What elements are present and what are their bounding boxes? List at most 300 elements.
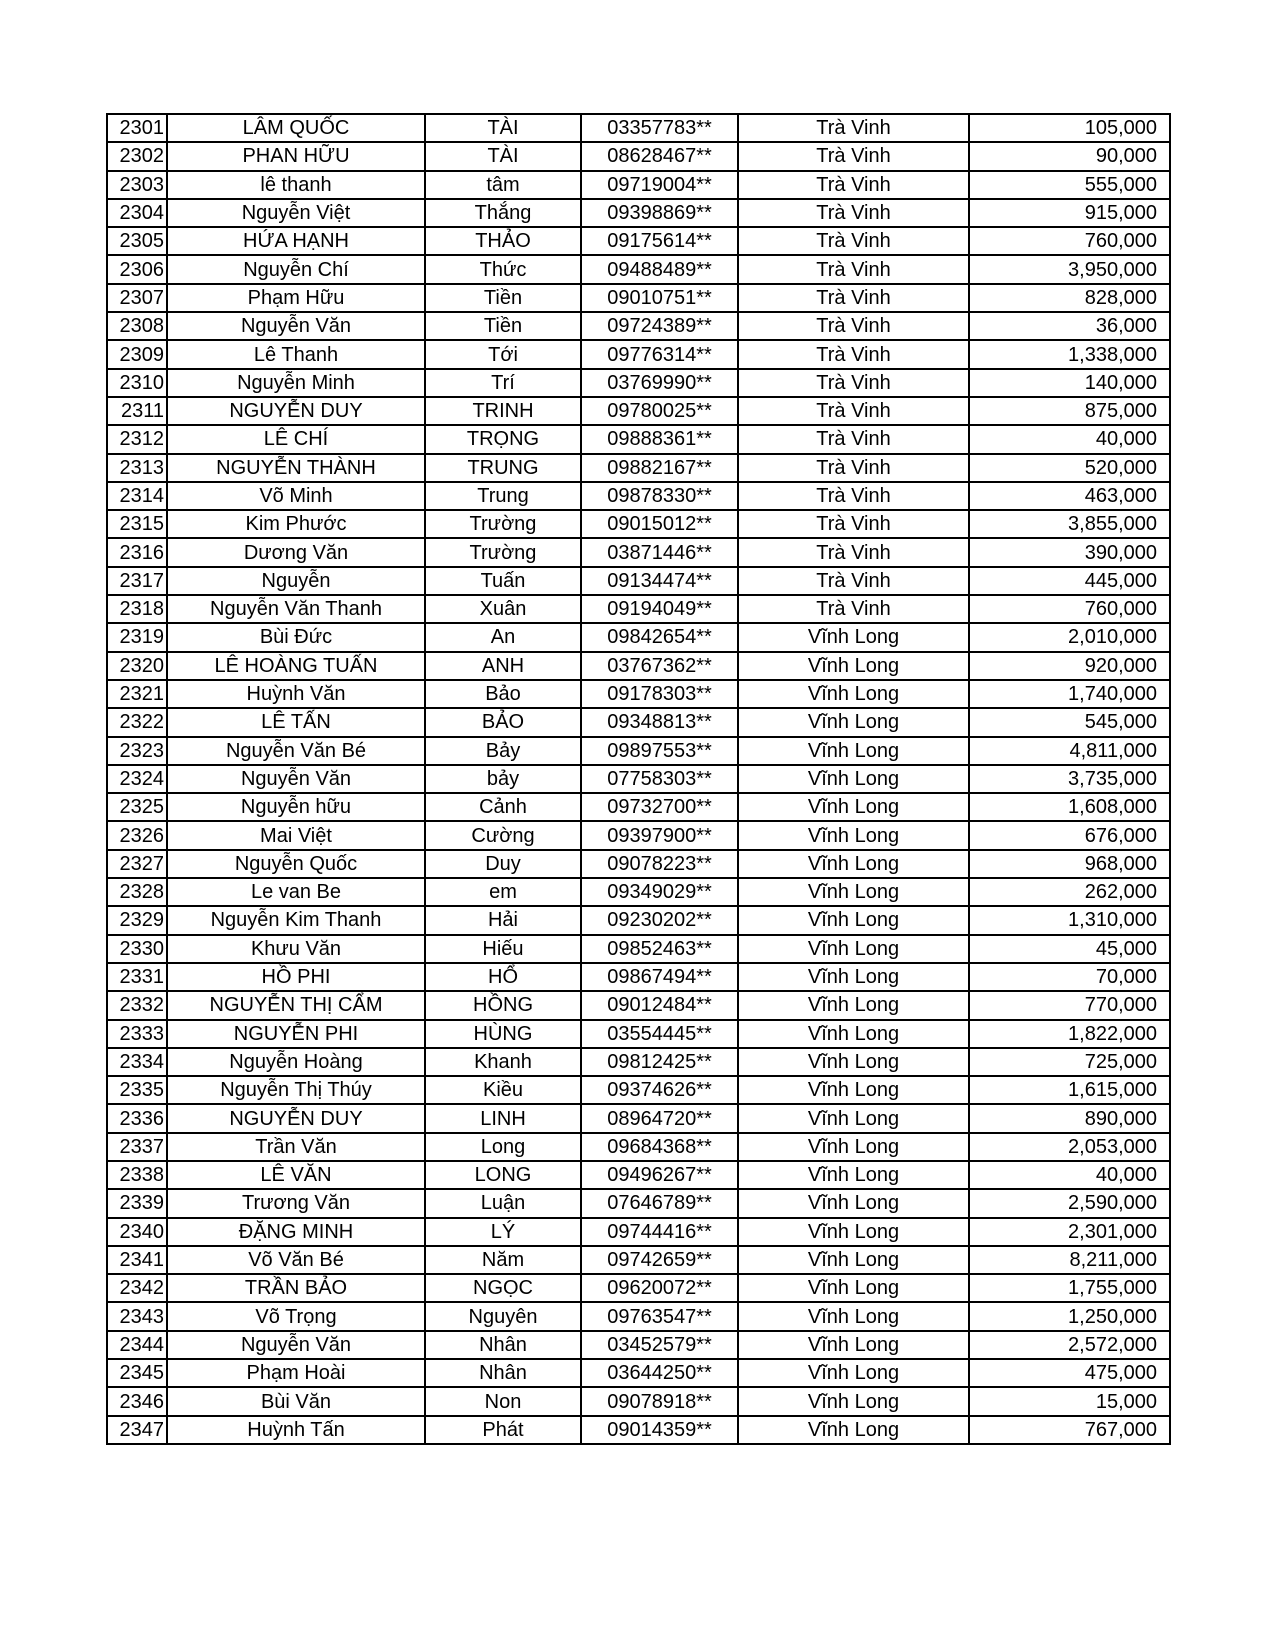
cell-row-number: 2303: [107, 171, 167, 199]
table-row: [107, 1302, 1170, 1330]
cell-family-name: Nguyễn Văn: [167, 312, 425, 340]
cell-amount: 2,301,000: [969, 1218, 1170, 1246]
cell-family-name: Nguyễn Chí: [167, 255, 425, 283]
cell-amount: 968,000: [969, 850, 1170, 878]
cell-amount: 760,000: [969, 595, 1170, 623]
table-row: [107, 284, 1170, 312]
cell-given-name: Trí: [425, 369, 581, 397]
cell-province: Vĩnh Long: [738, 737, 969, 765]
cell-province: Trà Vinh: [738, 142, 969, 170]
cell-given-name: Cảnh: [425, 793, 581, 821]
cell-phone-number: 09812425**: [581, 1048, 738, 1076]
cell-given-name: Bảo: [425, 680, 581, 708]
cell-family-name: Nguyễn hữu: [167, 793, 425, 821]
cell-family-name: LÊ TẤN: [167, 708, 425, 736]
cell-given-name: HỒNG: [425, 991, 581, 1019]
cell-province: Vĩnh Long: [738, 1133, 969, 1161]
table-row: [107, 199, 1170, 227]
cell-row-number: 2315: [107, 510, 167, 538]
cell-given-name: BẢO: [425, 708, 581, 736]
table-row: [107, 227, 1170, 255]
cell-given-name: Năm: [425, 1246, 581, 1274]
cell-phone-number: 09078918**: [581, 1387, 738, 1415]
cell-province: Trà Vinh: [738, 425, 969, 453]
cell-amount: 70,000: [969, 963, 1170, 991]
cell-province: Trà Vinh: [738, 482, 969, 510]
cell-family-name: Le van Be: [167, 878, 425, 906]
cell-given-name: TRỌNG: [425, 425, 581, 453]
table-row: [107, 1274, 1170, 1302]
cell-province: Vĩnh Long: [738, 1416, 969, 1444]
cell-amount: 555,000: [969, 171, 1170, 199]
cell-family-name: NGUYỄN DUY: [167, 1104, 425, 1132]
cell-family-name: Nguyễn Văn: [167, 765, 425, 793]
cell-phone-number: 03769990**: [581, 369, 738, 397]
cell-amount: 140,000: [969, 369, 1170, 397]
cell-given-name: tâm: [425, 171, 581, 199]
cell-province: Trà Vinh: [738, 567, 969, 595]
cell-province: Trà Vinh: [738, 199, 969, 227]
cell-row-number: 2312: [107, 425, 167, 453]
cell-province: Vĩnh Long: [738, 1302, 969, 1330]
table-row: [107, 1133, 1170, 1161]
cell-phone-number: 09175614**: [581, 227, 738, 255]
cell-family-name: Võ Trọng: [167, 1302, 425, 1330]
cell-family-name: Nguyễn Văn Bé: [167, 737, 425, 765]
cell-phone-number: 09488489**: [581, 255, 738, 283]
cell-phone-number: 09398869**: [581, 199, 738, 227]
table-row: [107, 1218, 1170, 1246]
table-row: [107, 850, 1170, 878]
cell-given-name: Duy: [425, 850, 581, 878]
cell-given-name: TRUNG: [425, 454, 581, 482]
cell-province: Vĩnh Long: [738, 1048, 969, 1076]
cell-given-name: Nhân: [425, 1331, 581, 1359]
cell-family-name: Nguyễn Kim Thanh: [167, 906, 425, 934]
cell-row-number: 2329: [107, 906, 167, 934]
cell-row-number: 2314: [107, 482, 167, 510]
cell-province: Vĩnh Long: [738, 1076, 969, 1104]
cell-phone-number: 09780025**: [581, 397, 738, 425]
cell-row-number: 2327: [107, 850, 167, 878]
cell-amount: 520,000: [969, 454, 1170, 482]
cell-phone-number: 08964720**: [581, 1104, 738, 1132]
cell-phone-number: 09867494**: [581, 963, 738, 991]
cell-phone-number: 09852463**: [581, 935, 738, 963]
cell-given-name: LINH: [425, 1104, 581, 1132]
cell-row-number: 2309: [107, 340, 167, 368]
table-row: [107, 680, 1170, 708]
cell-row-number: 2301: [107, 114, 167, 142]
cell-row-number: 2306: [107, 255, 167, 283]
cell-province: Trà Vinh: [738, 312, 969, 340]
cell-province: Trà Vinh: [738, 454, 969, 482]
table-row: [107, 623, 1170, 651]
cell-family-name: Nguyễn Quốc: [167, 850, 425, 878]
cell-family-name: Võ Minh: [167, 482, 425, 510]
cell-given-name: ANH: [425, 652, 581, 680]
cell-row-number: 2308: [107, 312, 167, 340]
cell-row-number: 2316: [107, 538, 167, 566]
cell-given-name: Luận: [425, 1189, 581, 1217]
cell-amount: 15,000: [969, 1387, 1170, 1415]
cell-amount: 767,000: [969, 1416, 1170, 1444]
cell-province: Vĩnh Long: [738, 793, 969, 821]
cell-family-name: LÊ VĂN: [167, 1161, 425, 1189]
cell-given-name: Non: [425, 1387, 581, 1415]
cell-family-name: HỒ PHI: [167, 963, 425, 991]
cell-family-name: Nguyễn Văn: [167, 1331, 425, 1359]
cell-province: Vĩnh Long: [738, 1359, 969, 1387]
cell-family-name: lê thanh: [167, 171, 425, 199]
cell-family-name: LÊ CHÍ: [167, 425, 425, 453]
cell-given-name: LONG: [425, 1161, 581, 1189]
cell-row-number: 2335: [107, 1076, 167, 1104]
cell-phone-number: 09230202**: [581, 906, 738, 934]
data-table: [106, 113, 1171, 1445]
cell-given-name: em: [425, 878, 581, 906]
cell-province: Trà Vinh: [738, 397, 969, 425]
cell-amount: 390,000: [969, 538, 1170, 566]
cell-phone-number: 09878330**: [581, 482, 738, 510]
cell-province: Vĩnh Long: [738, 1218, 969, 1246]
cell-given-name: TRINH: [425, 397, 581, 425]
cell-row-number: 2305: [107, 227, 167, 255]
cell-family-name: Nguyễn Việt: [167, 199, 425, 227]
cell-given-name: Kiều: [425, 1076, 581, 1104]
cell-province: Vĩnh Long: [738, 708, 969, 736]
cell-amount: 725,000: [969, 1048, 1170, 1076]
cell-given-name: Phát: [425, 1416, 581, 1444]
cell-province: Vĩnh Long: [738, 1189, 969, 1217]
table-row: [107, 1246, 1170, 1274]
cell-given-name: Tiền: [425, 312, 581, 340]
cell-province: Vĩnh Long: [738, 623, 969, 651]
cell-family-name: NGUYỄN DUY: [167, 397, 425, 425]
cell-amount: 2,053,000: [969, 1133, 1170, 1161]
cell-amount: 1,755,000: [969, 1274, 1170, 1302]
cell-row-number: 2324: [107, 765, 167, 793]
cell-province: Trà Vinh: [738, 255, 969, 283]
cell-given-name: Long: [425, 1133, 581, 1161]
cell-amount: 3,855,000: [969, 510, 1170, 538]
cell-amount: 676,000: [969, 821, 1170, 849]
cell-row-number: 2342: [107, 1274, 167, 1302]
cell-amount: 770,000: [969, 991, 1170, 1019]
cell-family-name: Dương Văn: [167, 538, 425, 566]
cell-row-number: 2347: [107, 1416, 167, 1444]
table-row: [107, 821, 1170, 849]
cell-amount: 90,000: [969, 142, 1170, 170]
cell-province: Vĩnh Long: [738, 1387, 969, 1415]
cell-amount: 1,250,000: [969, 1302, 1170, 1330]
cell-phone-number: 09620072**: [581, 1274, 738, 1302]
cell-row-number: 2328: [107, 878, 167, 906]
cell-given-name: NGỌC: [425, 1274, 581, 1302]
cell-amount: 105,000: [969, 114, 1170, 142]
table-row: [107, 1020, 1170, 1048]
table-row: [107, 737, 1170, 765]
cell-amount: 2,010,000: [969, 623, 1170, 651]
cell-row-number: 2336: [107, 1104, 167, 1132]
cell-province: Vĩnh Long: [738, 1246, 969, 1274]
cell-province: Vĩnh Long: [738, 906, 969, 934]
cell-phone-number: 09719004**: [581, 171, 738, 199]
cell-family-name: Võ Văn Bé: [167, 1246, 425, 1274]
cell-province: Vĩnh Long: [738, 1274, 969, 1302]
cell-phone-number: 09732700**: [581, 793, 738, 821]
cell-family-name: Mai Việt: [167, 821, 425, 849]
cell-amount: 1,740,000: [969, 680, 1170, 708]
cell-amount: 463,000: [969, 482, 1170, 510]
cell-province: Trà Vinh: [738, 510, 969, 538]
cell-phone-number: 09882167**: [581, 454, 738, 482]
cell-row-number: 2320: [107, 652, 167, 680]
cell-phone-number: 09374626**: [581, 1076, 738, 1104]
cell-row-number: 2338: [107, 1161, 167, 1189]
table-row: [107, 1161, 1170, 1189]
cell-province: Trà Vinh: [738, 340, 969, 368]
cell-phone-number: 09897553**: [581, 737, 738, 765]
table-row: [107, 708, 1170, 736]
cell-family-name: Khưu Văn: [167, 935, 425, 963]
cell-given-name: HỔ: [425, 963, 581, 991]
cell-row-number: 2344: [107, 1331, 167, 1359]
cell-given-name: Trường: [425, 510, 581, 538]
cell-family-name: ĐẶNG MINH: [167, 1218, 425, 1246]
cell-family-name: Trần Văn: [167, 1133, 425, 1161]
table-row: [107, 340, 1170, 368]
cell-row-number: 2346: [107, 1387, 167, 1415]
table-row: [107, 1076, 1170, 1104]
cell-province: Trà Vinh: [738, 369, 969, 397]
cell-amount: 2,572,000: [969, 1331, 1170, 1359]
table-row: [107, 595, 1170, 623]
cell-family-name: Phạm Hữu: [167, 284, 425, 312]
cell-family-name: Lê Thanh: [167, 340, 425, 368]
cell-row-number: 2319: [107, 623, 167, 651]
table-row: [107, 255, 1170, 283]
table-row: [107, 142, 1170, 170]
cell-row-number: 2302: [107, 142, 167, 170]
cell-amount: 545,000: [969, 708, 1170, 736]
cell-amount: 920,000: [969, 652, 1170, 680]
cell-province: Trà Vinh: [738, 538, 969, 566]
cell-row-number: 2322: [107, 708, 167, 736]
cell-province: Vĩnh Long: [738, 1161, 969, 1189]
table-row: [107, 538, 1170, 566]
cell-row-number: 2307: [107, 284, 167, 312]
cell-family-name: Phạm Hoài: [167, 1359, 425, 1387]
table-row: [107, 114, 1170, 142]
cell-family-name: Nguyễn Văn Thanh: [167, 595, 425, 623]
cell-row-number: 2317: [107, 567, 167, 595]
cell-row-number: 2341: [107, 1246, 167, 1274]
cell-phone-number: 03767362**: [581, 652, 738, 680]
cell-given-name: Bảy: [425, 737, 581, 765]
cell-family-name: HỨA HẠNH: [167, 227, 425, 255]
cell-phone-number: 09348813**: [581, 708, 738, 736]
cell-family-name: NGUYỄN THỊ CẨM: [167, 991, 425, 1019]
table-row: [107, 1104, 1170, 1132]
cell-given-name: Tiền: [425, 284, 581, 312]
table-row: [107, 369, 1170, 397]
cell-phone-number: 09010751**: [581, 284, 738, 312]
cell-given-name: Tuấn: [425, 567, 581, 595]
cell-province: Trà Vinh: [738, 227, 969, 255]
cell-amount: 875,000: [969, 397, 1170, 425]
cell-given-name: Xuân: [425, 595, 581, 623]
table-row: [107, 567, 1170, 595]
cell-row-number: 2331: [107, 963, 167, 991]
cell-province: Vĩnh Long: [738, 652, 969, 680]
cell-amount: 40,000: [969, 1161, 1170, 1189]
cell-given-name: Cường: [425, 821, 581, 849]
cell-amount: 8,211,000: [969, 1246, 1170, 1274]
cell-given-name: Khanh: [425, 1048, 581, 1076]
cell-province: Vĩnh Long: [738, 765, 969, 793]
table-row: [107, 510, 1170, 538]
cell-phone-number: 09742659**: [581, 1246, 738, 1274]
cell-amount: 1,822,000: [969, 1020, 1170, 1048]
cell-province: Vĩnh Long: [738, 1020, 969, 1048]
cell-phone-number: 09842654**: [581, 623, 738, 651]
cell-amount: 36,000: [969, 312, 1170, 340]
cell-amount: 475,000: [969, 1359, 1170, 1387]
cell-phone-number: 09014359**: [581, 1416, 738, 1444]
cell-family-name: Huỳnh Tấn: [167, 1416, 425, 1444]
cell-family-name: Trương Văn: [167, 1189, 425, 1217]
cell-row-number: 2343: [107, 1302, 167, 1330]
cell-amount: 890,000: [969, 1104, 1170, 1132]
cell-family-name: LÊ HOÀNG TUẤN: [167, 652, 425, 680]
table-row: [107, 1359, 1170, 1387]
cell-row-number: 2318: [107, 595, 167, 623]
cell-amount: 445,000: [969, 567, 1170, 595]
cell-given-name: LÝ: [425, 1218, 581, 1246]
cell-given-name: TÀI: [425, 142, 581, 170]
cell-amount: 1,338,000: [969, 340, 1170, 368]
cell-family-name: NGUYỄN PHI: [167, 1020, 425, 1048]
cell-row-number: 2330: [107, 935, 167, 963]
cell-amount: 262,000: [969, 878, 1170, 906]
cell-given-name: Trung: [425, 482, 581, 510]
table-row: [107, 1189, 1170, 1217]
cell-amount: 2,590,000: [969, 1189, 1170, 1217]
cell-given-name: Tới: [425, 340, 581, 368]
cell-row-number: 2332: [107, 991, 167, 1019]
cell-family-name: Nguyễn: [167, 567, 425, 595]
cell-phone-number: 09888361**: [581, 425, 738, 453]
cell-row-number: 2321: [107, 680, 167, 708]
cell-phone-number: 03644250**: [581, 1359, 738, 1387]
cell-family-name: Nguyễn Hoàng: [167, 1048, 425, 1076]
cell-phone-number: 09496267**: [581, 1161, 738, 1189]
table-row: [107, 397, 1170, 425]
cell-row-number: 2323: [107, 737, 167, 765]
cell-row-number: 2304: [107, 199, 167, 227]
cell-phone-number: 09763547**: [581, 1302, 738, 1330]
cell-phone-number: 09178303**: [581, 680, 738, 708]
table-row: [107, 312, 1170, 340]
cell-given-name: THẢO: [425, 227, 581, 255]
cell-phone-number: 09012484**: [581, 991, 738, 1019]
table-row: [107, 425, 1170, 453]
cell-province: Vĩnh Long: [738, 878, 969, 906]
cell-province: Vĩnh Long: [738, 963, 969, 991]
cell-amount: 40,000: [969, 425, 1170, 453]
cell-row-number: 2326: [107, 821, 167, 849]
table-row: [107, 454, 1170, 482]
cell-amount: 760,000: [969, 227, 1170, 255]
cell-row-number: 2325: [107, 793, 167, 821]
cell-amount: 4,811,000: [969, 737, 1170, 765]
cell-phone-number: 09397900**: [581, 821, 738, 849]
cell-phone-number: 03871446**: [581, 538, 738, 566]
cell-phone-number: 07758303**: [581, 765, 738, 793]
cell-province: Trà Vinh: [738, 114, 969, 142]
cell-phone-number: 08628467**: [581, 142, 738, 170]
cell-row-number: 2337: [107, 1133, 167, 1161]
cell-given-name: Hiếu: [425, 935, 581, 963]
cell-family-name: NGUYỄN THÀNH: [167, 454, 425, 482]
cell-province: Trà Vinh: [738, 284, 969, 312]
cell-family-name: TRẦN BẢO: [167, 1274, 425, 1302]
cell-given-name: Thắng: [425, 199, 581, 227]
cell-given-name: Nhân: [425, 1359, 581, 1387]
cell-row-number: 2334: [107, 1048, 167, 1076]
cell-province: Trà Vinh: [738, 595, 969, 623]
cell-amount: 1,615,000: [969, 1076, 1170, 1104]
cell-phone-number: 09134474**: [581, 567, 738, 595]
cell-given-name: Hải: [425, 906, 581, 934]
table-row: [107, 1331, 1170, 1359]
cell-phone-number: 09684368**: [581, 1133, 738, 1161]
table-row: [107, 1048, 1170, 1076]
table-row: [107, 793, 1170, 821]
cell-given-name: bảy: [425, 765, 581, 793]
cell-given-name: Trường: [425, 538, 581, 566]
cell-family-name: Bùi Văn: [167, 1387, 425, 1415]
table-row: [107, 482, 1170, 510]
cell-phone-number: 09078223**: [581, 850, 738, 878]
cell-phone-number: 09015012**: [581, 510, 738, 538]
cell-province: Trà Vinh: [738, 171, 969, 199]
cell-amount: 828,000: [969, 284, 1170, 312]
table-row: [107, 991, 1170, 1019]
cell-amount: 1,608,000: [969, 793, 1170, 821]
cell-province: Vĩnh Long: [738, 1331, 969, 1359]
cell-amount: 45,000: [969, 935, 1170, 963]
cell-row-number: 2310: [107, 369, 167, 397]
cell-given-name: Thức: [425, 255, 581, 283]
cell-province: Vĩnh Long: [738, 821, 969, 849]
cell-row-number: 2313: [107, 454, 167, 482]
cell-phone-number: 09776314**: [581, 340, 738, 368]
cell-phone-number: 07646789**: [581, 1189, 738, 1217]
cell-given-name: An: [425, 623, 581, 651]
cell-family-name: Nguyễn Minh: [167, 369, 425, 397]
cell-family-name: PHAN HỮU: [167, 142, 425, 170]
cell-family-name: Bùi Đức: [167, 623, 425, 651]
cell-province: Vĩnh Long: [738, 991, 969, 1019]
cell-row-number: 2339: [107, 1189, 167, 1217]
table-row: [107, 935, 1170, 963]
cell-row-number: 2311: [107, 397, 167, 425]
cell-province: Vĩnh Long: [738, 1104, 969, 1132]
cell-phone-number: 09724389**: [581, 312, 738, 340]
cell-family-name: Huỳnh Văn: [167, 680, 425, 708]
